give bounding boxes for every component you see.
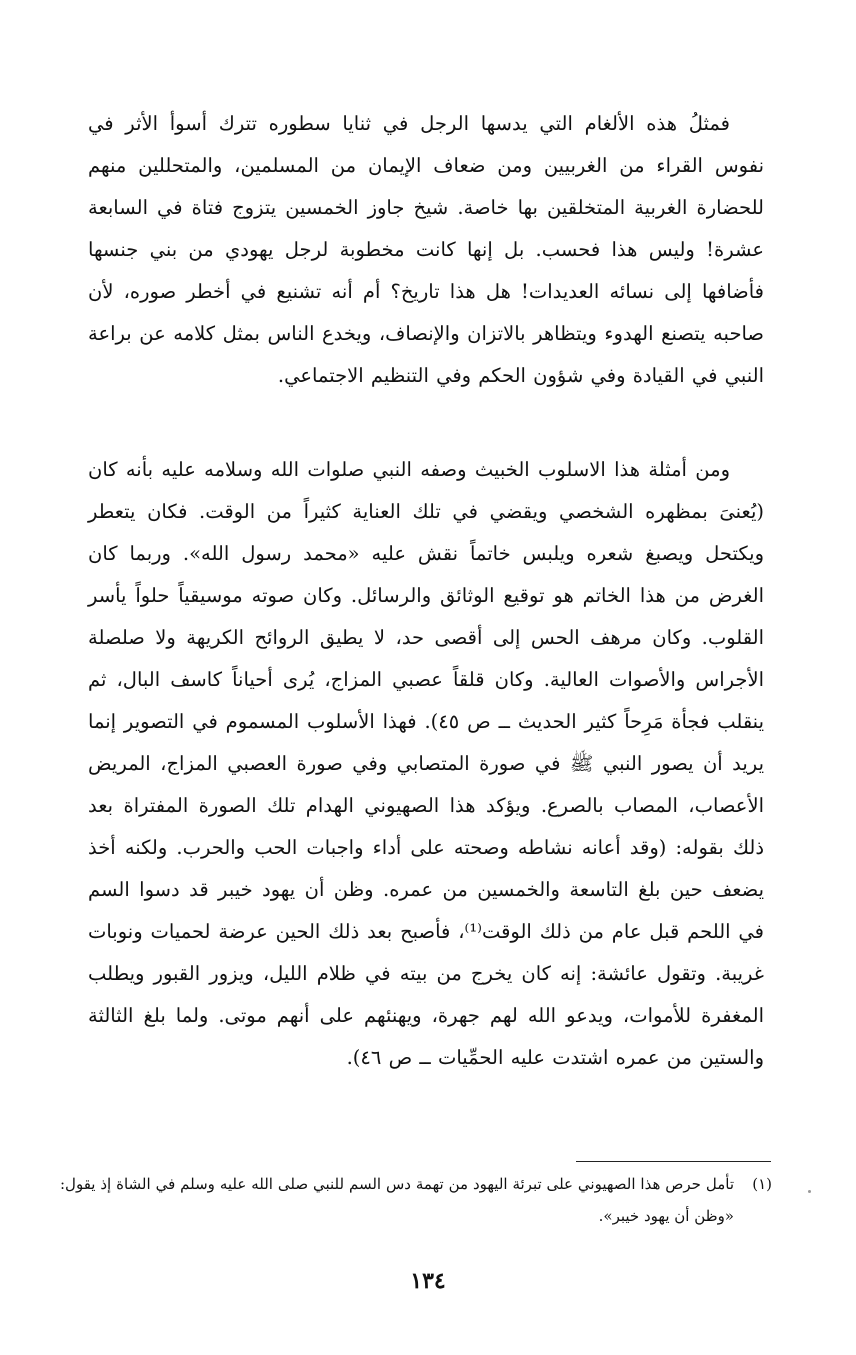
main-text bbox=[88, 103, 764, 1079]
footnote-divider bbox=[576, 1161, 771, 1162]
paragraph-2: ومن أمثلة هذا الاسلوب الخبيث وصفه النبي صلوات الله وسلامه عليه بأنه كان (يُعنىَ بمظهره الشخصي ويقضي في تلك العناية كثيراً من الوقت. فكان يتعطر ويكتحل ويصبغ شعره ويلبس خاتماً نقش عليه «محمد رسول الله». وربما كان الغرض من هذا الخاتم هو توقيع الوثائق والرسائل. وكان صوته موسيقياً حلواً يأسر القلوب. وكان مرهف الحس إلى أقصى حد، لا يطيق الروائح الكريهة ولا صلصلة الأجراس والأصوات العالية. وكان قلقاً عصبي المزاج، يُرى أحياناً كاسف البال، ثم ينقلب فجأة مَرِحاً كثير الحديث ــ ص ٤٥). فهذا الأسلوب المسموم في التصوير إنما يريد أن يصور النبي ﷺ في صورة المتصابي وفي صورة العصبي المزاج، المريض الأعصاب، المصاب بالصرع. ويؤكد هذا الصهيوني الهدام تلك الصورة المفتراة بعد ذلك بقوله: (وقد أعانه نشاطه وصحته على أداء واجبات الحب والحرب. ولكنه أخذ يضعف حين بلغ التاسعة والخمسين من عمره. وظن أن يهود خيبر قد دسوا السم في اللحم قبل عام من ذلك الوقت⁽¹⁾، فأصبح بعد ذلك الحين عرضة لحميات ونوبات غريبة. وتقول عائشة: إنه كان يخرج من بيته في ظلام الليل، ويزور القبور ويطلب المغفرة للأموات، ويدعو الله لهم جهرة، ويهنئهم على أنهم موتى. ولما بلغ الثالثة والستين من عمره اشتدت عليه الحمِّيات ــ ص ٤٦). bbox=[88, 458, 765, 1069]
paragraph-1: فمثلُ هذه الألغام التي يدسها الرجل في ثنايا سطوره تترك أسوأ الأثر في نفوس القراء من الغربيين ومن ضعاف الإيمان من المسلمين، والمتحللين منهم للحضارة الغربية المتخلقين بها خاصة. شيخ جاوز الخمسين يتزوج فتاة في السابعة عشرة! وليس هذا فحسب. بل إنها كانت مخطوبة لرجل يهودي من بني جنسها فأضافها إلى نسائه العديدات! هل هذا تاريخ؟ أم أنه تشنيع في أخطر صوره، لأن صاحبه يتصنع الهدوء ويتظاهر بالاتزان والإنصاف، ويخدع الناس بمثل كلامه عن براعة النبي في القيادة وفي شؤون الحكم وفي التنظيم الاجتماعي. bbox=[88, 112, 764, 387]
footnote-text: تأمل حرص هذا الصهيوني على تبرئة اليهود من تهمة دس السم للنبي صلى الله عليه وسلم في الشاة إذ يقول: «وظن أن يهود خيبر». bbox=[60, 1175, 734, 1225]
page-number: ١٣٤ bbox=[410, 1268, 446, 1294]
footnote bbox=[60, 1168, 772, 1232]
footnote-marker: (١) bbox=[752, 1175, 772, 1193]
scan-speck bbox=[808, 1190, 811, 1193]
